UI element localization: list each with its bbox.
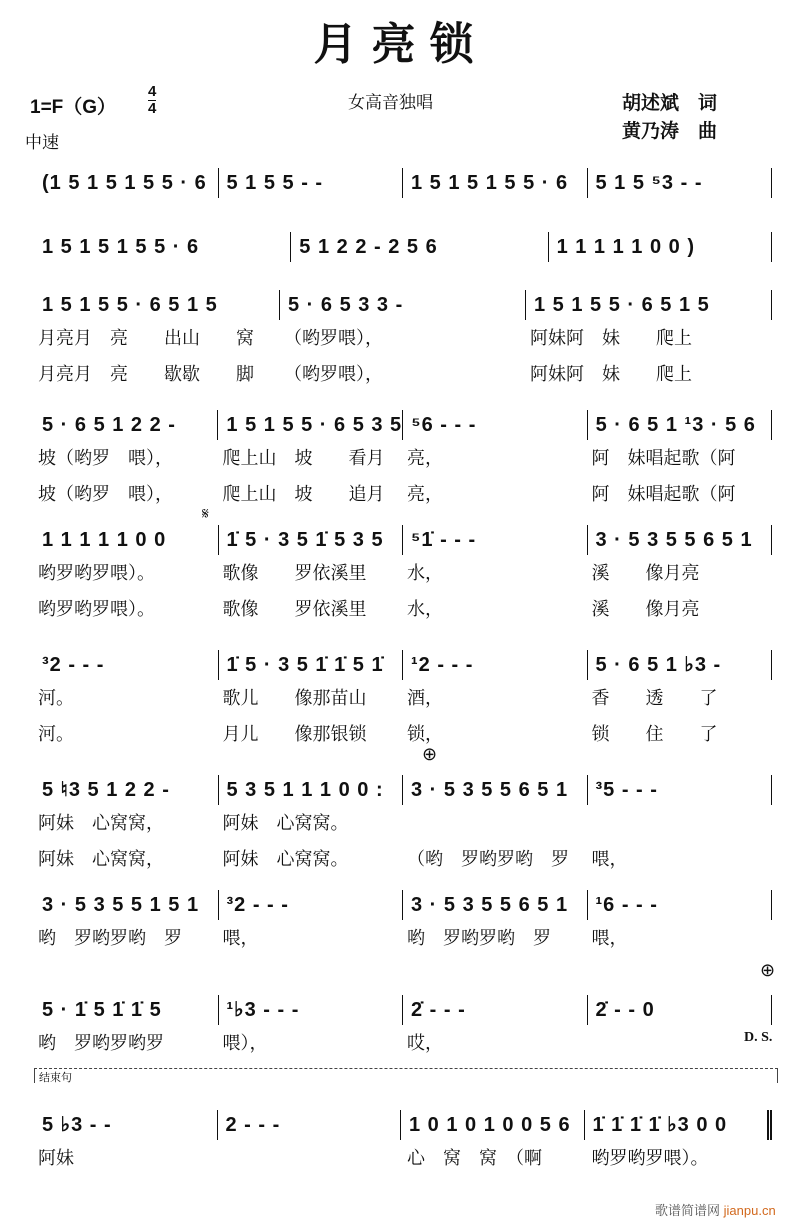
- lyric-segment: 锁，: [407, 724, 443, 744]
- lyric-segment: 哟 罗哟罗哟 罗: [407, 928, 551, 948]
- tempo-marking: 中速: [25, 133, 59, 152]
- lyricist-credit: 胡述斌 词: [622, 93, 718, 114]
- measure: 1 5 1 5 1 5 5 · 6: [34, 232, 291, 262]
- lyric-segment: 哎，: [407, 1033, 443, 1053]
- lyric-line-1: [34, 1140, 772, 1176]
- coda-icon: ⊕: [422, 744, 438, 764]
- notation-row: [34, 525, 772, 555]
- watermark-url: jianpu.cn: [723, 1203, 776, 1218]
- lyric-segment: 酒，: [407, 688, 443, 708]
- lyric-line-2: [34, 591, 772, 627]
- score-system: [34, 775, 772, 877]
- notation-row: [34, 890, 772, 920]
- score-system: [34, 995, 772, 1061]
- lyric-line-1: [34, 1025, 772, 1061]
- measure: 3 · 5 3 5 5 1 5 1: [34, 890, 219, 920]
- lyric-segment: 亮，: [407, 484, 443, 504]
- measure: 2̇ - - 0: [588, 995, 773, 1025]
- measure: 3 · 5 3 5 5 6 5 1: [403, 890, 588, 920]
- measure: 5 · 6 5 1 ¹3 · 5 6: [588, 410, 772, 440]
- lyric-line-2: [34, 476, 772, 512]
- lyric-segment: 哟 罗哟罗哟罗: [38, 1033, 164, 1053]
- watermark: [655, 1200, 776, 1219]
- lyric-segment: 喂，: [222, 928, 259, 948]
- measure: 5 1 5 5 - -: [219, 168, 404, 198]
- lyric-segment: 亮，: [407, 448, 443, 468]
- measure: 1̇ 5 · 3 5 1̇ 5 3 5: [219, 525, 404, 555]
- lyric-segment: 锁 住 了: [591, 724, 718, 744]
- lyric-segment: 歌像 罗依溪里: [222, 563, 367, 583]
- notation-row: [34, 290, 772, 320]
- lyric-segment: 阿妹 心窝窝，: [38, 813, 164, 833]
- watermark-text: 歌谱简谱网: [655, 1203, 721, 1218]
- notation-row: [34, 410, 772, 440]
- measure: ¹♭3 - - -: [219, 995, 404, 1025]
- key-signature: 1=F（G）: [30, 97, 117, 118]
- measure: 2 - - -: [218, 1110, 402, 1140]
- measure: 5 · 6 5 1 ♭3 -: [588, 650, 773, 680]
- lyric-segment: 阿 妹唱起歌（阿: [591, 448, 736, 468]
- lyric-segment: 阿妹 心窝窝。: [222, 849, 349, 869]
- lyric-line-1: [34, 555, 772, 591]
- measure: 5 ♭3 - -: [34, 1110, 218, 1140]
- measure: ³2 - - -: [219, 890, 404, 920]
- measure: 1 0 1 0 1 0 0 5 6: [401, 1110, 585, 1140]
- lyric-segment: 喂，: [591, 928, 628, 948]
- time-numerator: 4: [148, 83, 157, 100]
- lyric-segment: [403, 805, 588, 841]
- lyric-segment: 阿妹 心窝窝，: [38, 849, 164, 869]
- measure: (1 5 1 5 1 5 5 · 6: [34, 168, 219, 198]
- lyric-segment: 阿 妹唱起歌（阿: [591, 484, 736, 504]
- coda-icon: ⊕: [760, 960, 776, 980]
- score-system: [34, 168, 772, 198]
- measure: ⁵6 - - -: [403, 410, 587, 440]
- lyric-segment: 哟罗哟罗喂）。: [38, 563, 155, 583]
- lyric-segment: 月亮月 亮 出山 窝: [38, 328, 254, 348]
- notation-row: [34, 168, 772, 198]
- lyric-segment: 水，: [407, 563, 443, 583]
- lyric-segment: 阿妹阿 妹 爬上: [530, 364, 692, 384]
- measure: 1 5 1 5 5 · 6 5 3 5: [218, 410, 403, 440]
- measure: 5 1 5 ⁵3 - -: [588, 168, 773, 198]
- lyric-segment: 水，: [407, 599, 443, 619]
- lyric-segment: 月亮月 亮 歇歇 脚: [38, 364, 254, 384]
- measure: ¹2 - - -: [403, 650, 588, 680]
- lyric-segment: [219, 1140, 404, 1176]
- lyric-line-2: [34, 356, 772, 392]
- lyric-segment: 坡（哟罗 喂），: [38, 484, 173, 504]
- measure: 1 1 1 1 1 0 0: [34, 525, 219, 555]
- lyric-segment: （哟罗喂），: [284, 328, 383, 348]
- score-system: [34, 410, 772, 512]
- ending-bracket: [34, 1068, 778, 1083]
- lyric-segment: 溪 像月亮: [591, 563, 700, 583]
- lyric-segment: 歌像 罗依溪里: [222, 599, 367, 619]
- lyric-segment: 河。: [38, 688, 74, 708]
- lyric-segment: 哟罗哟罗喂）。: [591, 1148, 709, 1168]
- measure: 5 · 1̇ 5 1̇ 1̇ 5: [34, 995, 219, 1025]
- measure: 5 ♮3 5 1 2 2 -: [34, 775, 219, 805]
- lyric-line-1: [34, 805, 772, 841]
- lyric-segment: 月儿 像那银锁: [222, 724, 367, 744]
- lyric-segment: 爬上山 坡 追月: [222, 484, 385, 504]
- measure: 1 1 1 1 1 0 0 ): [549, 232, 772, 262]
- lyric-segment: 哟 罗哟罗哟 罗: [38, 928, 182, 948]
- segno-icon: 𝄋: [202, 506, 209, 523]
- measure: 5 · 6 5 3 3 -: [280, 290, 526, 320]
- measure: 3 · 5 3 5 5 6 5 1: [588, 525, 773, 555]
- score-system: [34, 1110, 772, 1176]
- score-system: [34, 890, 772, 956]
- measure: 1̇ 1̇ 1̇ 1̇ ♭3 0 0: [585, 1110, 773, 1140]
- measure: 1 5 1 5 5 · 6 5 1 5: [34, 290, 280, 320]
- lyric-segment: 阿妹阿 妹 爬上: [530, 328, 692, 348]
- lyric-segment: 歌儿 像那苗山: [222, 688, 367, 708]
- measure: 3 · 5 3 5 5 6 5 1: [403, 775, 588, 805]
- lyric-segment: 坡（哟罗 喂），: [38, 448, 173, 468]
- lyric-segment: 阿妹 心窝窝。: [222, 813, 349, 833]
- lyric-segment: 河。: [38, 724, 74, 744]
- notation-row: [34, 650, 772, 680]
- lyric-segment: （哟 罗哟罗哟 罗: [407, 849, 569, 869]
- notation-row: [34, 775, 772, 805]
- lyric-line-2: [34, 716, 772, 752]
- lyric-segment: 喂），: [222, 1033, 268, 1053]
- score-system: [34, 650, 772, 752]
- measure: 1̇ 5 · 3 5 1̇ 1̇ 5 1̇: [219, 650, 404, 680]
- time-denominator: 4: [148, 100, 157, 117]
- lyric-line-1: [34, 680, 772, 716]
- measure: ¹6 - - -: [588, 890, 773, 920]
- composer-credit: 黄乃涛 曲: [622, 121, 718, 142]
- score-system: [34, 290, 772, 392]
- lyric-line-2: [34, 841, 772, 877]
- ending-label: 结束句: [39, 1072, 72, 1084]
- notation-row: [34, 1110, 772, 1140]
- notation-row: [34, 995, 772, 1025]
- lyric-segment: 哟罗哟罗喂）。: [38, 599, 155, 619]
- measure: 5 · 6 5 1 2 2 -: [34, 410, 218, 440]
- score-system: [34, 232, 772, 262]
- measure: ³2 - - -: [34, 650, 219, 680]
- measure: ³5 - - -: [588, 775, 773, 805]
- song-title: 月亮锁: [313, 20, 488, 69]
- notation-row: [34, 232, 772, 262]
- score-system: [34, 525, 772, 627]
- measure: 1 5 1 5 1 5 5 · 6: [403, 168, 588, 198]
- measure: 1 5 1 5 5 · 6 5 1 5: [526, 290, 772, 320]
- dal-segno-marking: D. S.: [744, 1030, 773, 1045]
- time-signature: [148, 84, 156, 117]
- lyric-segment: 溪 像月亮: [591, 599, 700, 619]
- lyric-segment: 心 窝 窝 （啊: [407, 1148, 542, 1168]
- lyric-line-1: [34, 440, 772, 476]
- lyric-segment: 喂，: [591, 849, 628, 869]
- lyric-segment: [588, 805, 773, 841]
- lyric-line-1: [34, 920, 772, 956]
- measure: 5 3 5 1 1 1 0 0 :: [219, 775, 404, 805]
- measure: 2̇ - - -: [403, 995, 588, 1025]
- lyric-segment: 香 透 了: [591, 688, 718, 708]
- lyric-segment: （哟罗喂），: [284, 364, 383, 384]
- measure: 5 1 2 2 - 2 5 6: [291, 232, 548, 262]
- measure: ⁵1̇ - - -: [403, 525, 588, 555]
- lyric-segment: 爬上山 坡 看月: [222, 448, 385, 468]
- performance-subtitle: 女高音独唱: [348, 93, 433, 112]
- lyric-segment: 阿妹: [38, 1148, 74, 1168]
- lyric-line-1: [34, 320, 772, 356]
